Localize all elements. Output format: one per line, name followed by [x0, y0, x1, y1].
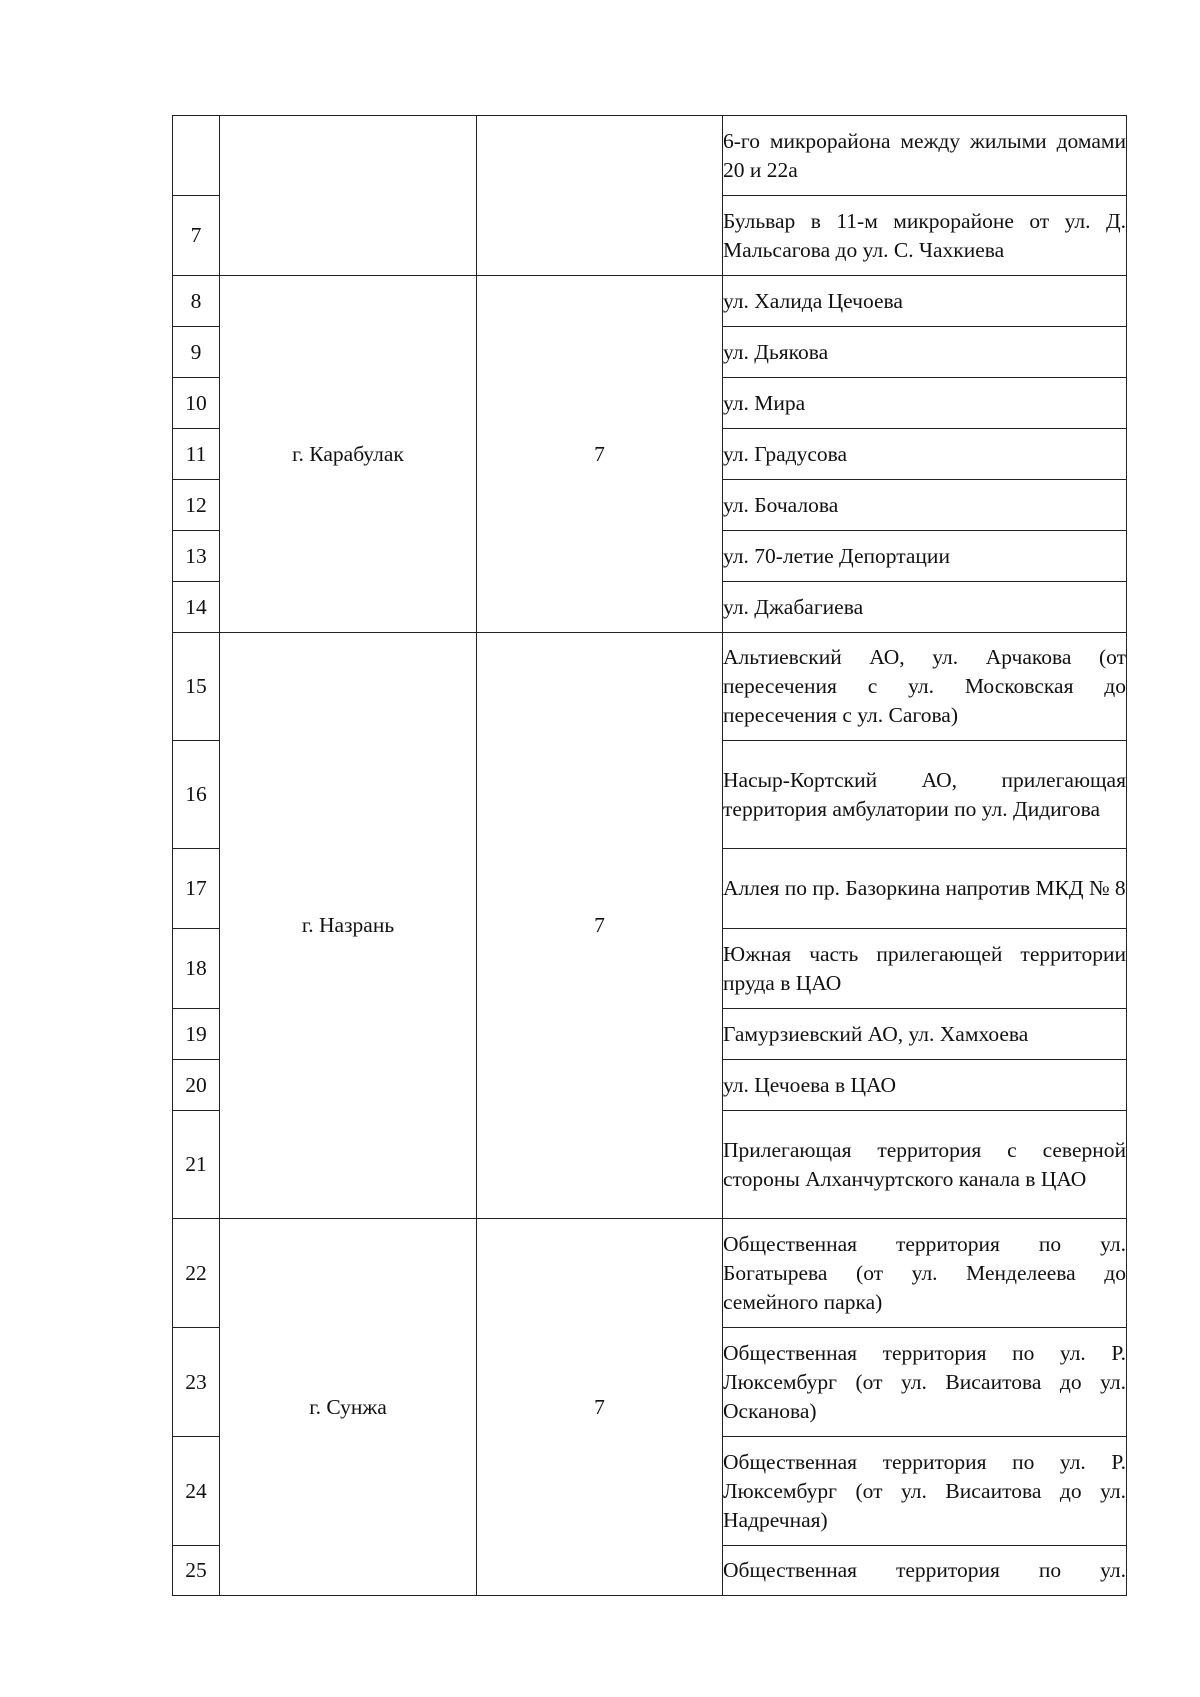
territory-description: Гамурзиевский АО, ул. Хамхоева [723, 1009, 1127, 1060]
row-number-cell: 24 [173, 1437, 220, 1546]
row-number-cell: 25 [173, 1546, 220, 1596]
row-number-cell: 12 [173, 480, 220, 531]
territory-description: Насыр-Кортский АО, прилегающая территория амбулатории по ул. Дидигова [723, 741, 1127, 849]
territory-description: Бульвар в 11-м микрорайоне от ул. Д. Мальсагова до ул. С. Чахкиева [723, 196, 1127, 276]
row-number-cell: 15 [173, 633, 220, 741]
territory-description: ул. Градусова [723, 429, 1127, 480]
row-number-cell: 8 [173, 276, 220, 327]
territory-description: Общественная территория по ул. Р. Люксембург (от ул. Висаитова до ул. Осканова) [723, 1328, 1127, 1437]
municipality-cell: г. Назрань [220, 633, 477, 1219]
row-number-cell: 17 [173, 849, 220, 929]
territory-description: ул. 70-летие Депортации [723, 531, 1127, 582]
row-number-cell: 13 [173, 531, 220, 582]
row-number-cell: 19 [173, 1009, 220, 1060]
table-row [173, 276, 1127, 327]
row-number-cell: 16 [173, 741, 220, 849]
count-cell-empty [477, 116, 723, 276]
count-cell: 7 [477, 276, 723, 633]
row-number-cell: 23 [173, 1328, 220, 1437]
municipality-cell: г. Сунжа [220, 1219, 477, 1596]
table-row [173, 633, 1127, 741]
row-number-cell: 14 [173, 582, 220, 633]
territory-description: ул. Дьякова [723, 327, 1127, 378]
row-number-cell: 9 [173, 327, 220, 378]
municipality-cell: г. Карабулак [220, 276, 477, 633]
territories-table [172, 115, 1127, 1596]
row-number-cell [173, 116, 220, 196]
territory-description: ул. Джабагиева [723, 582, 1127, 633]
row-number-cell: 20 [173, 1060, 220, 1111]
row-number-cell: 11 [173, 429, 220, 480]
territory-description: Прилегающая территория с северной стороны Алханчуртского канала в ЦАО [723, 1111, 1127, 1219]
count-cell: 7 [477, 633, 723, 1219]
territory-description: ул. Мира [723, 378, 1127, 429]
territory-description: Общественная территория по ул. Богатырева (от ул. Менделеева до семейного парка) [723, 1219, 1127, 1328]
row-number-cell: 22 [173, 1219, 220, 1328]
territory-description: ул. Халида Цечоева [723, 276, 1127, 327]
row-number-cell: 7 [173, 196, 220, 276]
territory-description: Общественная территория по ул. Р. Люксембург (от ул. Висаитова до ул. Надречная) [723, 1437, 1127, 1546]
territory-description: Аллея по пр. Базоркина напротив МКД № 8 [723, 849, 1127, 929]
territory-description: ул. Цечоева в ЦАО [723, 1060, 1127, 1111]
count-cell: 7 [477, 1219, 723, 1596]
territory-description: Альтиевский АО, ул. Арчакова (от пересечения с ул. Московская до пересечения с ул. Сагова) [723, 633, 1127, 741]
territory-description: Общественная территория по ул. [723, 1546, 1127, 1596]
municipality-cell-empty [220, 116, 477, 276]
table-row [173, 1219, 1127, 1328]
row-number-cell: 10 [173, 378, 220, 429]
row-number-cell: 21 [173, 1111, 220, 1219]
territory-description: Южная часть прилегающей территории пруда в ЦАО [723, 929, 1127, 1009]
territory-description: ул. Бочалова [723, 480, 1127, 531]
table-row [173, 116, 1127, 196]
row-number-cell: 18 [173, 929, 220, 1009]
territory-description: 6-го микрорайона между жилыми домами 20 и 22а [723, 116, 1127, 196]
